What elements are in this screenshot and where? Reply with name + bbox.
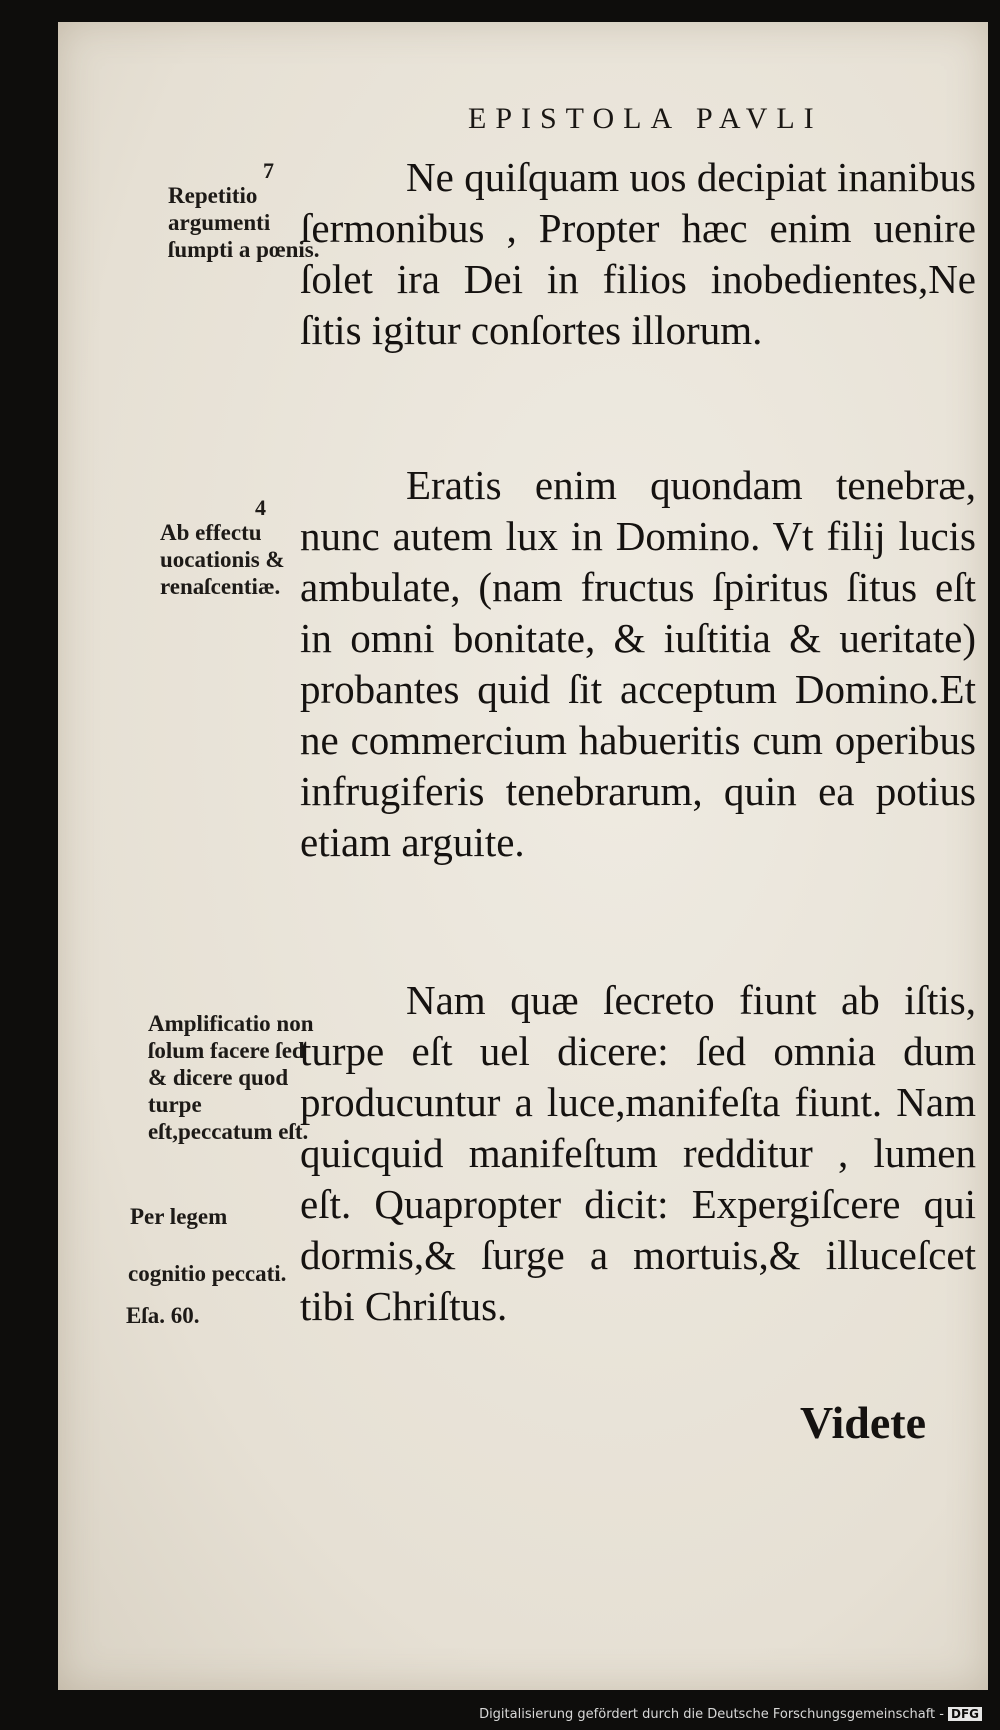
paragraph-1 [300, 152, 976, 356]
running-head: EPISTOLA PAVLI [468, 102, 823, 135]
digitization-credit [479, 1707, 982, 1722]
dfg-logo: DFG [948, 1707, 982, 1721]
margin-note-reference: Eſa. 60. [126, 1303, 200, 1328]
paragraph-text: Eratis enim quondam tenebræ, nunc autem lux in Domino. Vt filij lucis ambulate, (nam fructus ſpiritus ſitus eſt in omni bonitate, & iuſtitia & ueritate) probantes quid ſit acceptum Domino.Et ne commercium habueritis cum operibus infrugiferis tenebrarum, quin ea potius etiam arguite. [300, 462, 976, 865]
margin-note-per-legem: Per legem [130, 1204, 228, 1229]
paragraph-text: Nam quæ ſecreto fiunt ab iſtis, turpe eſt uel dicere: ſed omnia dum producuntur a luce,manifeſta fiunt. Nam quicquid manifeſtum redditur , lumen eſt. Quapropter dicit: Expergiſcere qui dormis,& ſurge a mortuis,& illuceſcet tibi Chriſtus. [300, 977, 976, 1329]
margin-note-text: Repetitio argumenti ſumpti a pœnis. [168, 183, 320, 262]
margin-note-amplificatio: Amplificatio non ſolum facere ſed & dicere quod turpe eſt,peccatum eſt. [148, 1011, 314, 1144]
catchword: Videte [800, 1397, 927, 1448]
paragraph-3 [300, 975, 976, 1332]
margin-note-cognitio: cognitio peccati. [128, 1261, 287, 1286]
margin-note-text: Ab effectu uocationis & renaſcentiæ. [160, 520, 285, 599]
margin-note-number: 7 [263, 158, 274, 183]
paragraph-2 [300, 460, 976, 868]
credit-text: Digitalisierung gefördert durch die Deutsche Forschungsgemeinschaft - [479, 1707, 944, 1722]
margin-note-number: 4 [255, 495, 266, 520]
paragraph-text: Ne quiſquam uos decipiat inanibus ſermonibus , Propter hæc enim uenire ſolet ira Dei in filios inobedientes,Ne ſitis igitur conſortes illorum. [300, 154, 976, 353]
